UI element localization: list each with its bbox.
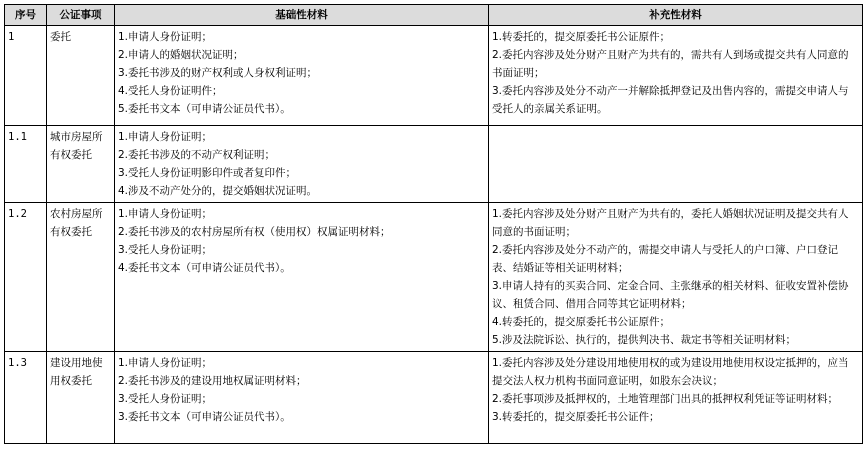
supplementary-materials	[489, 203, 863, 352]
supplementary-materials	[489, 26, 863, 126]
material-item: 1.申请人身份证明；	[118, 131, 213, 143]
row-number: 1.2	[5, 203, 47, 352]
notary-item: 委托	[47, 26, 115, 126]
material-item: 4.涉及不动产处分的，提交婚姻状况证明。	[118, 185, 318, 197]
notary-item: 城市房屋所有权委托	[47, 126, 115, 203]
material-item: 5.委托书文本（可申请公证员代书）。	[118, 103, 291, 115]
material-item: 1.委托内容涉及处分财产且财产为共有的，委托人婚姻状况证明及提交共有人同意的书面证明；	[492, 208, 849, 238]
material-item: 1.申请人身份证明；	[118, 357, 213, 369]
material-item: 3.委托书文本（可申请公证员代书）。	[118, 411, 291, 423]
basic-materials	[115, 203, 489, 352]
table-row	[5, 203, 863, 352]
material-item: 5.涉及法院诉讼、执行的，提供判决书、裁定书等相关证明材料；	[492, 334, 797, 346]
material-item: 3.受托人身份证明影印件或者复印件；	[118, 167, 297, 179]
material-item: 2.委托书涉及的建设用地权属证明材料；	[118, 375, 307, 387]
table-row	[5, 26, 863, 126]
material-item: 2.申请人的婚姻状况证明；	[118, 49, 244, 61]
material-item: 4.受托人身份证明件；	[118, 85, 223, 97]
material-item: 2.委托书涉及的农村房屋所有权（使用权）权属证明材料；	[118, 226, 391, 238]
material-item: 3.受托人身份证明；	[118, 393, 213, 405]
material-item: 1.转委托的，提交原委托书公证原件；	[492, 31, 671, 43]
basic-materials	[115, 26, 489, 126]
material-item: 3.委托书涉及的财产权利或人身权利证明；	[118, 67, 318, 79]
material-item: 2.委托内容涉及处分不动产的，需提交申请人与受托人的户口簿、户口登记表、结婚证等相关证明材料；	[492, 244, 839, 274]
material-item: 3.委托内容涉及处分不动产一并解除抵押登记及出售内容的，需提交申请人与受托人的亲属关系证明。	[492, 85, 849, 115]
material-item: 1.申请人身份证明；	[118, 208, 213, 220]
row-number: 1	[5, 26, 47, 126]
material-item: 3.申请人持有的买卖合同、定金合同、主张继承的相关材料、征收安置补偿协议、租赁合同、借用合同等其它证明材料；	[492, 280, 849, 310]
supplementary-materials	[489, 126, 863, 203]
header-supplement: 补充性材料	[489, 5, 863, 26]
material-item: 1.申请人身份证明；	[118, 31, 213, 43]
notary-item: 农村房屋所有权委托	[47, 203, 115, 352]
material-item: 4.转委托的，提交原委托书公证原件；	[492, 316, 671, 328]
material-item: 3.转委托的，提交原委托书公证件；	[492, 411, 660, 423]
header-no: 序号	[5, 5, 47, 26]
material-item: 2.委托事项涉及抵押权的，土地管理部门出具的抵押权利凭证等证明材料；	[492, 393, 839, 405]
table-header-row	[5, 5, 863, 26]
material-item: 4.委托书文本（可申请公证员代书）。	[118, 262, 291, 274]
material-item: 3.受托人身份证明；	[118, 244, 213, 256]
supplementary-materials	[489, 352, 863, 444]
material-item: 1.委托内容涉及处分建设用地使用权的或为建设用地使用权设定抵押的，应当提交法人权力机构书面同意证明，如股东会决议；	[492, 357, 849, 387]
material-item: 2.委托书涉及的不动产权利证明；	[118, 149, 276, 161]
material-item: 2.委托内容涉及处分财产且财产为共有的，需共有人到场或提交共有人同意的书面证明；	[492, 49, 849, 79]
basic-materials	[115, 352, 489, 444]
table-row	[5, 126, 863, 203]
header-item: 公证事项	[47, 5, 115, 26]
row-number: 1.1	[5, 126, 47, 203]
row-number: 1.3	[5, 352, 47, 444]
notary-item: 建设用地使用权委托	[47, 352, 115, 444]
header-basic: 基础性材料	[115, 5, 489, 26]
table-row	[5, 352, 863, 444]
notary-materials-table	[4, 4, 863, 444]
basic-materials	[115, 126, 489, 203]
